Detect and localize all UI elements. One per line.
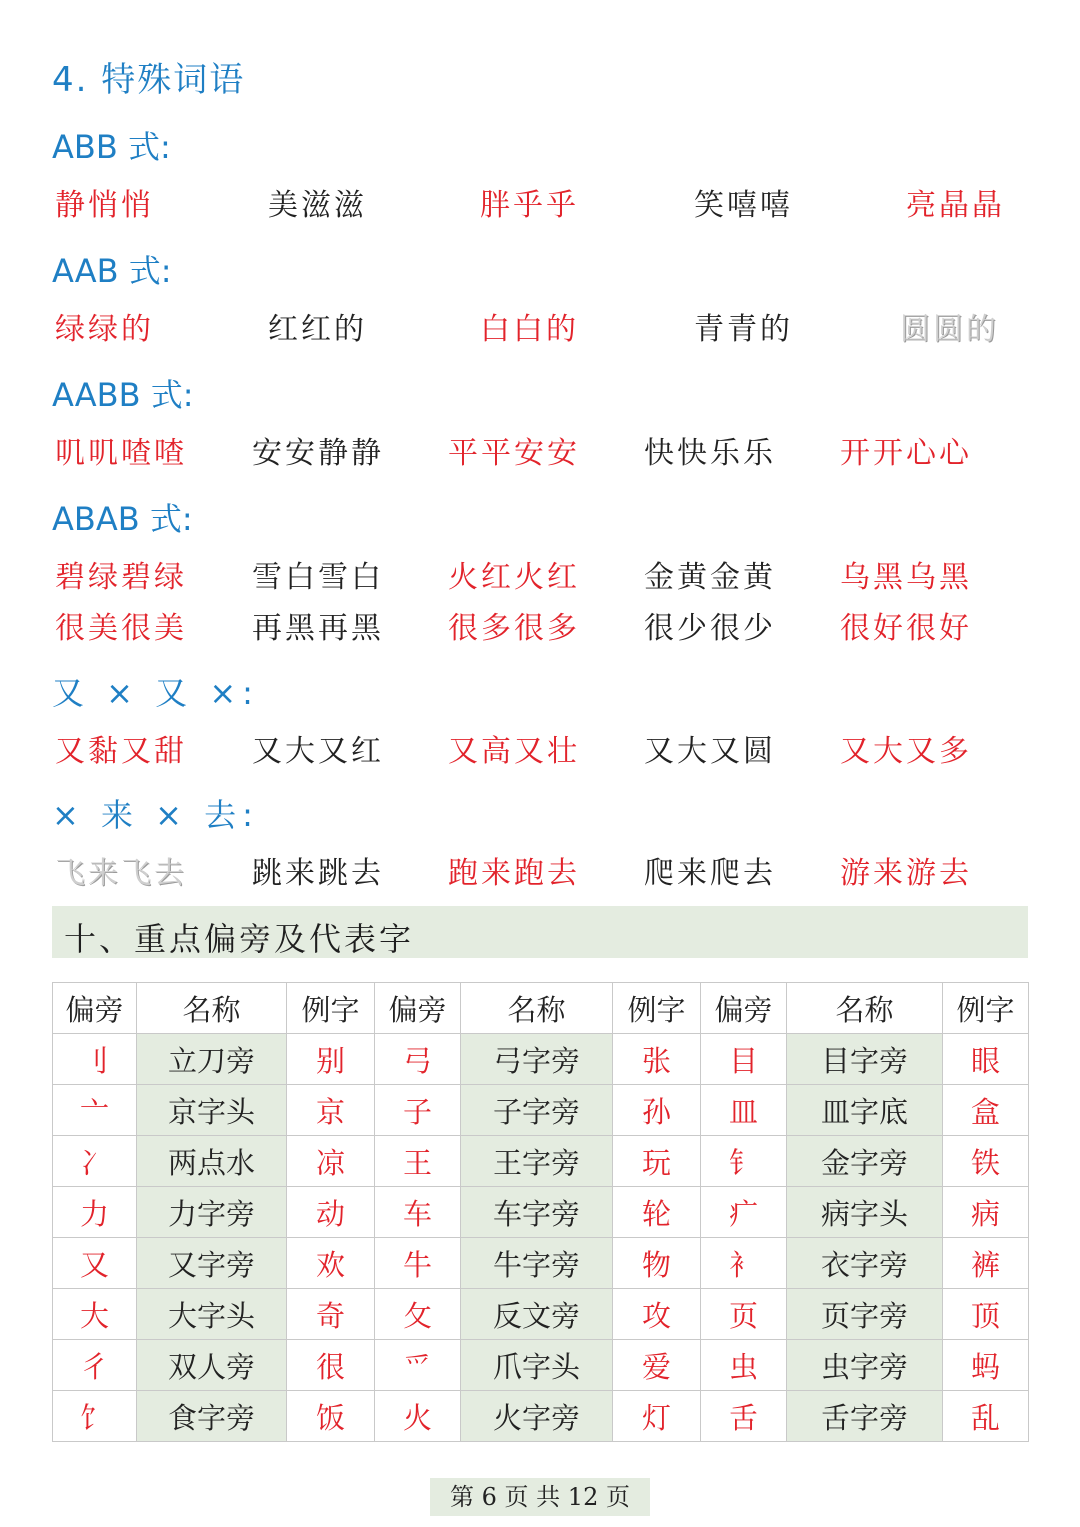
radical-symbol: 车 [375,1187,461,1238]
example-char: 张 [613,1034,701,1085]
example-char: 玩 [613,1136,701,1187]
radical-name: 弓字旁 [461,1034,613,1085]
radical-symbol: 皿 [701,1085,787,1136]
radical-symbol: 钅 [701,1136,787,1187]
example-char: 别 [287,1034,375,1085]
radical-symbol: 牛 [375,1238,461,1289]
pattern-label-lai-qu: × 来 × 去: [52,796,259,834]
word: 跳来跳去 [252,856,384,891]
word: 叽叽喳喳 [55,436,187,471]
example-char: 灯 [613,1391,701,1442]
radical-symbol: 虫 [701,1340,787,1391]
word: 爬来爬去 [644,856,776,891]
word: 又黏又甜 [55,734,187,769]
radical-symbol: 目 [701,1034,787,1085]
radical-symbol: 爫 [375,1340,461,1391]
radical-symbol: 饣 [53,1391,137,1442]
example-char: 饭 [287,1391,375,1442]
radical-symbol: 大 [53,1289,137,1340]
example-char: 很 [287,1340,375,1391]
radical-name: 大字头 [137,1289,287,1340]
radical-name: 立刀旁 [137,1034,287,1085]
radical-name: 又字旁 [137,1238,287,1289]
radical-symbol: 亠 [53,1085,137,1136]
radical-symbol: 页 [701,1289,787,1340]
radical-name: 牛字旁 [461,1238,613,1289]
section-10-band [52,906,1028,958]
example-char: 攻 [613,1289,701,1340]
pattern-label-you-you: 又 × 又 ×: [52,674,259,712]
radical-symbol: 刂 [53,1034,137,1085]
radical-name: 目字旁 [787,1034,943,1085]
table-row [53,1034,1029,1085]
word: 火红火红 [448,560,580,595]
section-4-title: 4. 特殊词语 [52,60,246,100]
word: 飞来飞去 [55,856,187,891]
radical-symbol: 弓 [375,1034,461,1085]
table-row [53,1289,1029,1340]
radical-symbol: 疒 [701,1187,787,1238]
radical-name: 反文旁 [461,1289,613,1340]
radical-name: 京字头 [137,1085,287,1136]
example-char: 乱 [943,1391,1029,1442]
example-char: 京 [287,1085,375,1136]
radical-name: 衣字旁 [787,1238,943,1289]
table-row [53,1187,1029,1238]
radical-name: 双人旁 [137,1340,287,1391]
radical-symbol: 冫 [53,1136,137,1187]
word: 很少很少 [644,611,776,646]
word: 很好很好 [840,611,972,646]
word-row [0,552,1080,595]
radical-name: 子字旁 [461,1085,613,1136]
example-char: 顶 [943,1289,1029,1340]
table-row [53,1136,1029,1187]
word: 红红的 [268,312,367,347]
table-header-cell: 偏旁 [375,983,461,1034]
word: 再黑再黑 [252,611,384,646]
word: 笑嘻嘻 [694,188,793,223]
word-row [0,180,1080,223]
radical-name: 金字旁 [787,1136,943,1187]
example-char: 病 [943,1187,1029,1238]
word: 开开心心 [840,436,972,471]
table-header-cell: 名称 [137,983,287,1034]
example-char: 欢 [287,1238,375,1289]
table-header-cell: 名称 [461,983,613,1034]
word: 又大又红 [252,734,384,769]
word: 游来游去 [840,856,972,891]
example-char: 物 [613,1238,701,1289]
word: 亮晶晶 [906,188,1005,223]
radical-name: 皿字底 [787,1085,943,1136]
word: 很美很美 [55,611,187,646]
word: 雪白雪白 [252,560,384,595]
word: 圆圆的 [900,312,999,347]
example-char: 凉 [287,1136,375,1187]
word-row [0,304,1080,347]
radical-symbol: 彳 [53,1340,137,1391]
radical-name: 舌字旁 [787,1391,943,1442]
example-char: 铁 [943,1136,1029,1187]
example-char: 轮 [613,1187,701,1238]
radical-symbol: 火 [375,1391,461,1442]
table-row [53,1085,1029,1136]
pattern-label-aab: AAB 式: [52,252,172,290]
word: 平平安安 [448,436,580,471]
table-row [53,1340,1029,1391]
example-char: 盒 [943,1085,1029,1136]
radical-name: 食字旁 [137,1391,287,1442]
radical-name: 两点水 [137,1136,287,1187]
table-header-cell: 例字 [613,983,701,1034]
radical-name: 火字旁 [461,1391,613,1442]
example-char: 爱 [613,1340,701,1391]
example-char: 眼 [943,1034,1029,1085]
pattern-label-abb: ABB 式: [52,128,171,166]
word: 乌黑乌黑 [840,560,972,595]
radical-name: 力字旁 [137,1187,287,1238]
section-10-title: 十、重点偏旁及代表字 [64,920,415,958]
pattern-label-abab: ABAB 式: [52,500,193,538]
example-char: 奇 [287,1289,375,1340]
word: 又大又多 [840,734,972,769]
example-char: 蚂 [943,1340,1029,1391]
table-header-cell: 名称 [787,983,943,1034]
table-header-cell: 例字 [287,983,375,1034]
word: 安安静静 [252,436,384,471]
table-row [53,1238,1029,1289]
word-row [0,603,1080,646]
example-char: 裤 [943,1238,1029,1289]
radical-symbol: 王 [375,1136,461,1187]
word-row [0,848,1080,891]
word: 碧绿碧绿 [55,560,187,595]
radical-name: 爪字头 [461,1340,613,1391]
example-char: 孙 [613,1085,701,1136]
radical-symbol: 衤 [701,1238,787,1289]
table-header-cell: 偏旁 [701,983,787,1034]
table-header-cell: 例字 [943,983,1029,1034]
table-header-row [53,983,1029,1034]
radical-name: 车字旁 [461,1187,613,1238]
word: 又高又壮 [448,734,580,769]
radical-symbol: 舌 [701,1391,787,1442]
radical-symbol: 又 [53,1238,137,1289]
radical-symbol: 子 [375,1085,461,1136]
word: 美滋滋 [268,188,367,223]
radical-name: 王字旁 [461,1136,613,1187]
radical-name: 页字旁 [787,1289,943,1340]
word: 金黄金黄 [644,560,776,595]
word: 很多很多 [448,611,580,646]
word-row [0,726,1080,769]
radical-symbol: 力 [53,1187,137,1238]
word: 静悄悄 [55,188,154,223]
pattern-label-aabb: AABB 式: [52,376,194,414]
word: 快快乐乐 [644,436,776,471]
word: 绿绿的 [55,312,154,347]
example-char: 动 [287,1187,375,1238]
word: 又大又圆 [644,734,776,769]
radical-name: 病字头 [787,1187,943,1238]
word: 白白的 [480,312,579,347]
table-row [53,1391,1029,1442]
word: 青青的 [694,312,793,347]
radical-name: 虫字旁 [787,1340,943,1391]
radical-symbol: 攵 [375,1289,461,1340]
page-footer: 第 6 页 共 12 页 [430,1478,650,1516]
word: 胖乎乎 [480,188,579,223]
table-header-cell: 偏旁 [53,983,137,1034]
radical-table [52,982,1029,1442]
word: 跑来跑去 [448,856,580,891]
word-row [0,428,1080,471]
